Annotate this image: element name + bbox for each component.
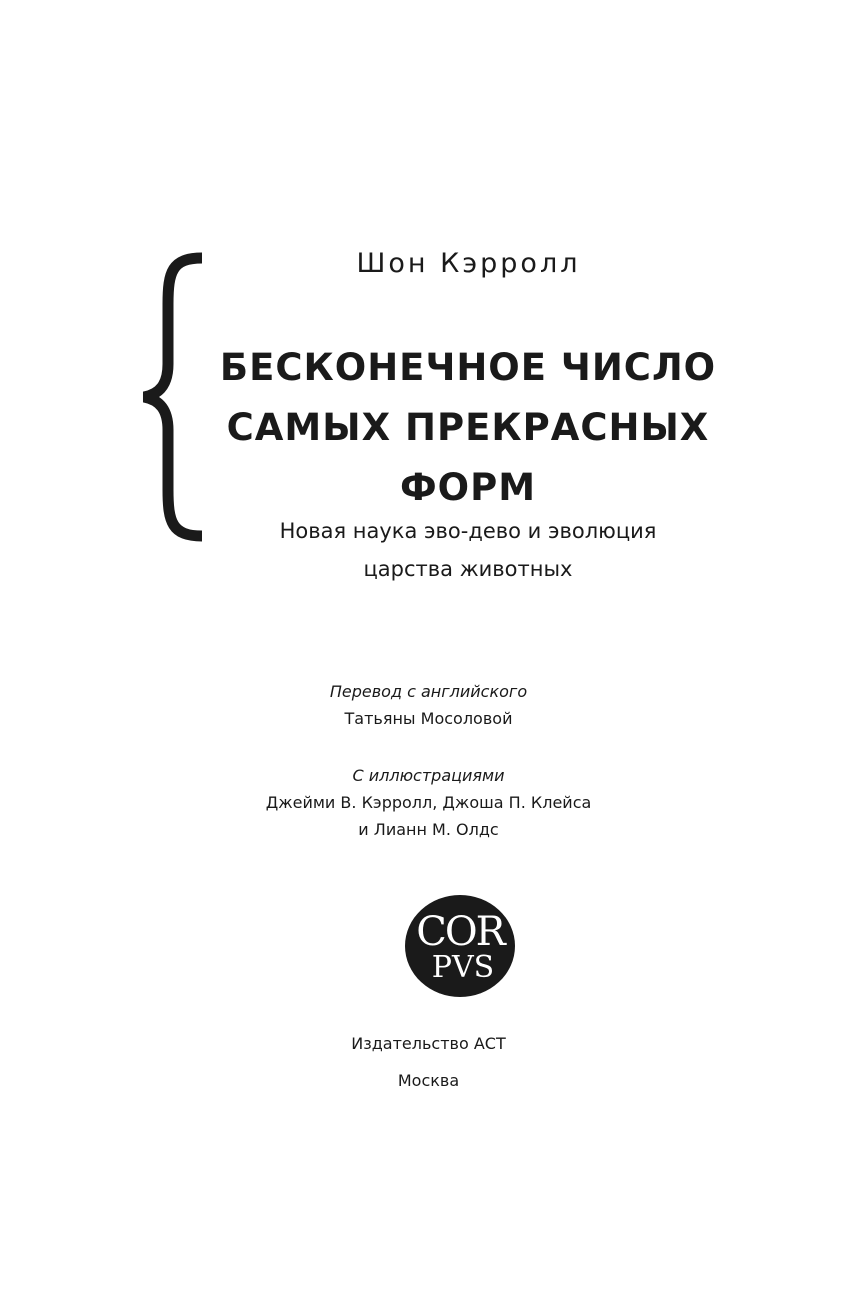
publisher-city: Москва — [397, 1071, 460, 1090]
illustrations-credit — [0, 762, 857, 843]
title-line-1: БЕСКОНЕЧНОЕ ЧИСЛО — [219, 346, 717, 389]
translation-label: Перевод с английского — [329, 682, 528, 701]
title-line-3: ФОРМ — [399, 466, 537, 509]
translation-credit — [0, 678, 857, 732]
corpus-publisher-logo — [403, 893, 517, 999]
logo-bottom-text: PVS — [431, 950, 495, 985]
logo-top-text: COR — [416, 909, 504, 955]
subtitle-line-2: царства животных — [363, 557, 573, 581]
book-title — [208, 338, 728, 518]
illustrators-line-1: Джейми В. Кэрролл, Джоша П. Клейса — [265, 793, 592, 812]
curly-brace-ornament — [138, 252, 208, 542]
publisher-name: Издательство АСТ — [351, 1034, 506, 1053]
illustrations-label: С иллюстрациями — [352, 766, 505, 785]
translator-name: Татьяны Мосоловой — [344, 709, 513, 728]
illustrators-line-2: и Лианн М. Олдс — [358, 820, 499, 839]
author-name: Шон Кэрролл — [356, 248, 581, 279]
book-subtitle — [208, 512, 728, 588]
subtitle-line-1: Новая наука эво-дево и эволюция — [279, 519, 657, 543]
title-line-2: САМЫХ ПРЕКРАСНЫХ — [226, 406, 710, 449]
